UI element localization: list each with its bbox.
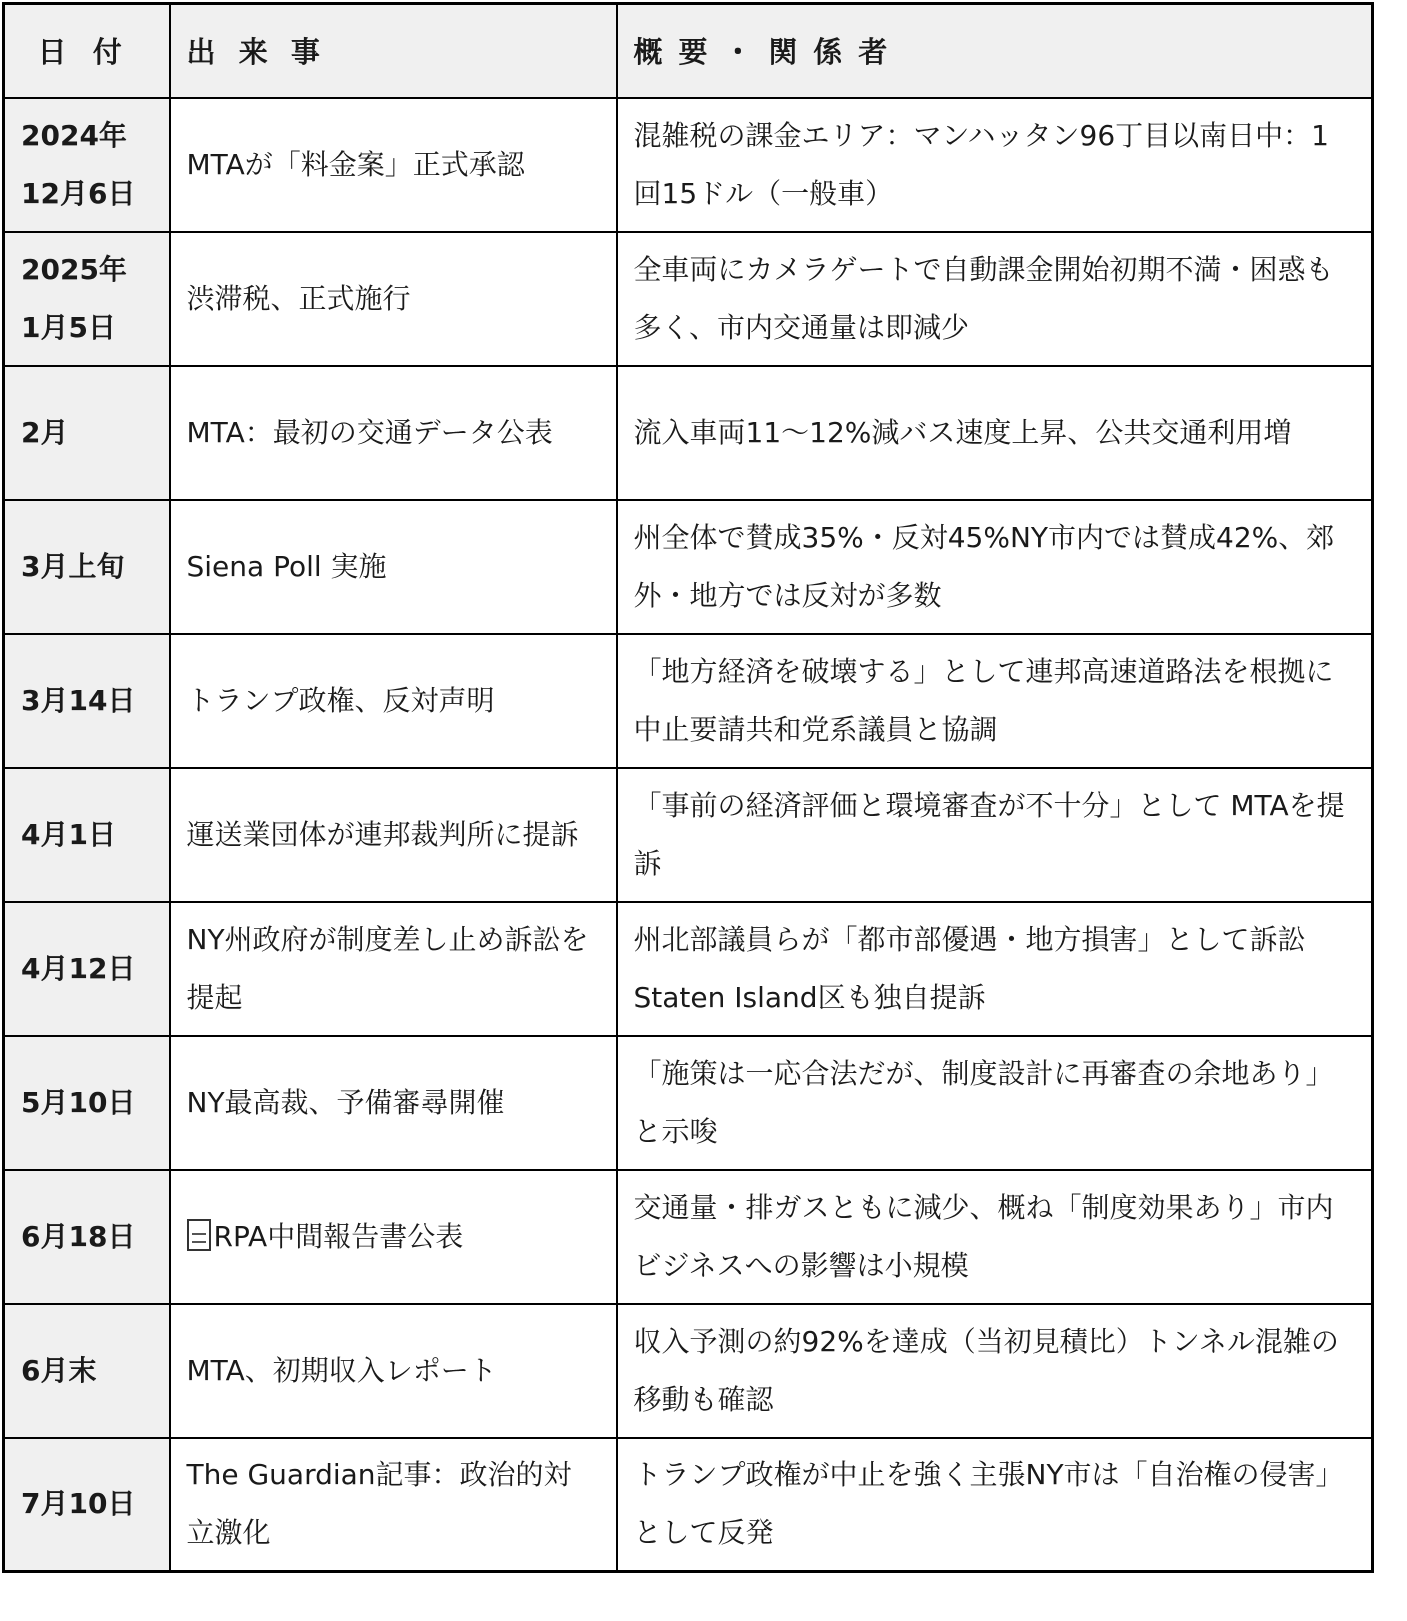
header-summary: 概要・関係者 [617, 4, 1373, 98]
event-cell: NY州政府が制度差し止め訴訟を提起 [170, 902, 617, 1036]
date-year: 2024年 [21, 118, 127, 152]
date-cell: 6月末 [4, 1304, 170, 1438]
summary-cell: 全車両にカメラゲートで自動課金開始初期不満・困惑も多く、市内交通量は即減少 [617, 232, 1373, 366]
table-row [4, 1438, 1373, 1572]
document-icon [187, 1219, 211, 1251]
date-cell: 3月14日 [4, 634, 170, 768]
summary-cell: 混雑税の課金エリア：マンハッタン96丁目以南日中：1回15ドル（一般車） [617, 98, 1373, 232]
summary-cell: 「施策は一応合法だが、制度設計に再審査の余地あり」と示唆 [617, 1036, 1373, 1170]
date-day: 12月6日 [21, 176, 136, 210]
header-event: 出来事 [170, 4, 617, 98]
date-cell: 5月10日 [4, 1036, 170, 1170]
summary-cell: 収入予測の約92%を達成（当初見積比）トンネル混雑の移動も確認 [617, 1304, 1373, 1438]
date-year: 2025年 [21, 252, 127, 286]
header-row [4, 4, 1373, 98]
timeline-table [2, 2, 1374, 1573]
table-row [4, 1304, 1373, 1438]
summary-cell: 州北部議員らが「都市部優遇・地方損害」として訴訟Staten Island区も独自提訴 [617, 902, 1373, 1036]
table-row [4, 366, 1373, 500]
table-row [4, 98, 1373, 232]
summary-cell: 「事前の経済評価と環境審査が不十分」として MTAを提訴 [617, 768, 1373, 902]
table-body [4, 98, 1373, 1572]
date-cell: 4月12日 [4, 902, 170, 1036]
event-cell: トランプ政権、反対声明 [170, 634, 617, 768]
event-text: RPA中間報告書公表 [213, 1219, 464, 1253]
header-date: 日付 [4, 4, 170, 98]
summary-cell: トランプ政権が中止を強く主張NY市は「自治権の侵害」として反発 [617, 1438, 1373, 1572]
event-cell [170, 1170, 617, 1304]
date-cell: 4月1日 [4, 768, 170, 902]
table-row [4, 902, 1373, 1036]
date-cell: 2月 [4, 366, 170, 500]
date-cell: 3月上旬 [4, 500, 170, 634]
date-cell [4, 232, 170, 366]
event-cell: The Guardian記事：政治的対立激化 [170, 1438, 617, 1572]
table-row [4, 634, 1373, 768]
table-row [4, 500, 1373, 634]
summary-cell: 交通量・排ガスともに減少、概ね「制度効果あり」市内ビジネスへの影響は小規模 [617, 1170, 1373, 1304]
event-cell: MTA、初期収入レポート [170, 1304, 617, 1438]
event-cell: Siena Poll 実施 [170, 500, 617, 634]
table-row [4, 232, 1373, 366]
date-day: 1月5日 [21, 310, 116, 344]
event-cell: MTAが「料金案」正式承認 [170, 98, 617, 232]
summary-cell: 「地方経済を破壊する」として連邦高速道路法を根拠に中止要請共和党系議員と協調 [617, 634, 1373, 768]
summary-cell: 州全体で賛成35%・反対45%NY市内では賛成42%、郊外・地方では反対が多数 [617, 500, 1373, 634]
table-header [4, 4, 1373, 98]
date-cell [4, 98, 170, 232]
event-cell: 運送業団体が連邦裁判所に提訴 [170, 768, 617, 902]
event-cell: 渋滞税、正式施行 [170, 232, 617, 366]
event-cell: NY最高裁、予備審尋開催 [170, 1036, 617, 1170]
table-row [4, 1170, 1373, 1304]
table-row [4, 1036, 1373, 1170]
table-row [4, 768, 1373, 902]
date-cell: 7月10日 [4, 1438, 170, 1572]
summary-cell: 流入車両11～12%減バス速度上昇、公共交通利用増 [617, 366, 1373, 500]
event-cell: MTA：最初の交通データ公表 [170, 366, 617, 500]
date-cell: 6月18日 [4, 1170, 170, 1304]
